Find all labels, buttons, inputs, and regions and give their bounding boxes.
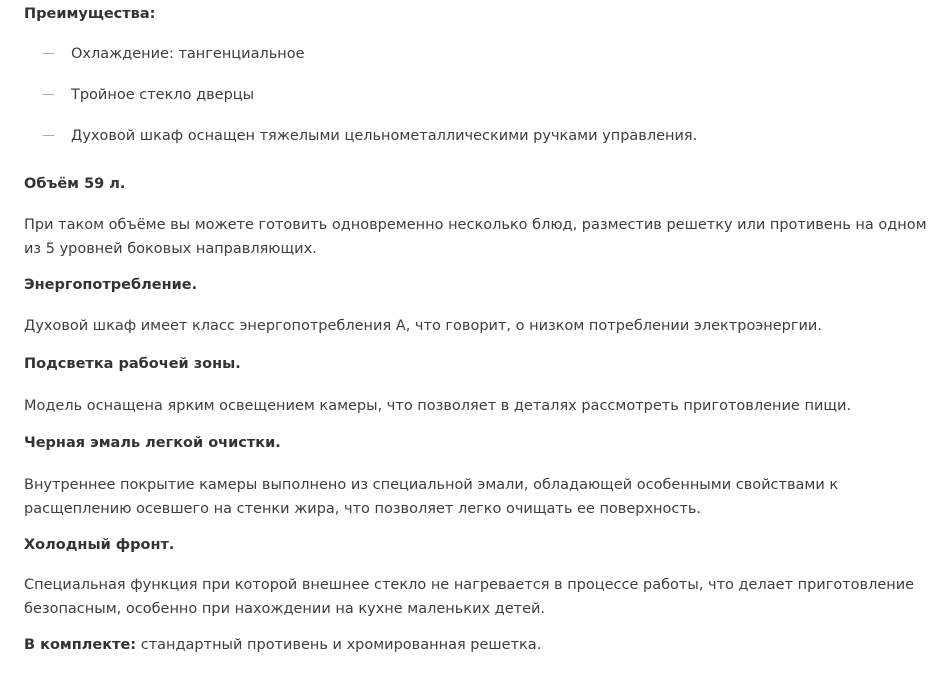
kit-label: В комплекте: bbox=[24, 637, 137, 653]
dash-bullet-icon: — bbox=[42, 46, 55, 61]
section-heading-cold-front: Холодный фронт. bbox=[24, 537, 175, 553]
section-text-energy: Духовой шкаф имеет класс энергопотребления А, что говорит, о низком потреблении электроэнергии. bbox=[24, 318, 822, 334]
dash-bullet-icon: — bbox=[42, 87, 55, 102]
section-heading-energy: Энергопотребление. bbox=[24, 277, 198, 293]
advantages-heading: Преимущества: bbox=[24, 6, 156, 22]
section-text-volume: При таком объёме вы можете готовить одновременно несколько блюд, разместив решетку или противень на одном из 5 уровней боковых направляющих. bbox=[24, 217, 927, 257]
section-heading-enamel: Черная эмаль легкой очистки. bbox=[24, 435, 281, 451]
advantage-text: Тройное стекло дверцы bbox=[71, 87, 255, 103]
section-text-cold-front: Специальная функция при которой внешнее стекло не нагревается в процессе работы, что делает приготовление безопасным, особенно при нахождении на кухне маленьких детей. bbox=[24, 577, 915, 617]
kit-text: стандартный противень и хромированная решетка. bbox=[136, 637, 542, 653]
dash-bullet-icon: — bbox=[42, 128, 55, 143]
section-text-lighting: Модель оснащена ярким освещением камеры, что позволяет в деталях рассмотреть приготовление пищи. bbox=[24, 398, 852, 414]
advantage-text: Охлаждение: тангенциальное bbox=[71, 46, 305, 62]
section-heading-volume: Объём 59 л. bbox=[24, 176, 126, 192]
kit-line bbox=[24, 637, 541, 653]
advantage-text: Духовой шкаф оснащен тяжелыми цельнометаллическими ручками управления. bbox=[71, 128, 698, 144]
section-text-enamel: Внутреннее покрытие камеры выполнено из специальной эмали, обладающей особенными свойствами к расщеплению осевшего на стенки жира, что позволяет легко очищать ее поверхность. bbox=[24, 477, 839, 517]
section-heading-lighting: Подсветка рабочей зоны. bbox=[24, 356, 241, 372]
